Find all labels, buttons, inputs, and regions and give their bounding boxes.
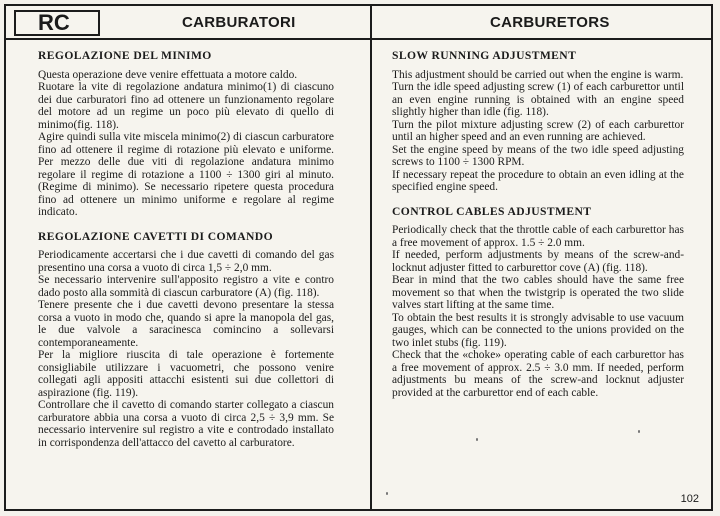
paragraph: Controllare che il cavetto di comando starter collegato a ciascun carburatore abbia una corsa a vuoto di circa 2,5 ÷ 3,9 mm. Se necessario intervenire sul registro a vite e controdado installato in corrispondenza dell'attacco del cavetto al carburatore.	[38, 399, 334, 449]
paragraph: Turn the idle speed adjusting screw (1) of each carburettor until an even engine running is obtained with an engine speed slightly higher than idle (fig. 118).	[392, 81, 684, 118]
right-page-title: CARBURETORS	[490, 14, 610, 31]
paragraph: Turn the pilot mixture adjusting screw (2) of each carburettor until an higher speed and an even running are achieved.	[392, 118, 684, 143]
print-speck	[386, 492, 388, 495]
header-rule	[6, 38, 711, 40]
paragraph: Questa operazione deve venire effettuata a motore caldo.	[38, 68, 298, 81]
paragraph: If needed, perform adjustments by means of the screw-and-locknut adjuster fitted to carburettor cove (A) (fig. 118).	[392, 249, 684, 274]
paragraph: Check that the «choke» operating cable of each carburettor has a free movement of approx. 2.5 ÷ 3.0 mm. If needed, perform adjustments bu means of the screw-and locknut adjuster provided at the carburettor end of each cable.	[392, 349, 684, 399]
section-heading: REGOLAZIONE CAVETTI DI COMANDO	[38, 229, 273, 243]
section-code-box: RC	[14, 10, 100, 36]
paragraph: Per la migliore riuscita di tale operazione è fortemente consigliabile utilizzare i vacuometri, che possono venire collegati agli appositi attacchi esistenti sui due collettori di aspirazione (fig. 119).	[38, 349, 334, 399]
paragraph: Tenere presente che i due cavetti devono presentare la stessa corsa a vuoto in modo che, quando si apre la manopola del gas, le due valvole a saracinesca comincino a sollevarsi contemporaneamente.	[38, 299, 334, 349]
paragraph: To obtain the best results it is strongly advisable to use vacuum gauges, which can be connected to the unions provided on the two inlet stubs (fig. 119).	[392, 311, 684, 349]
paragraph: Periodicamente accertarsi che i due cavetti di comando del gas presentino una corsa a vuoto di circa 1,5 ÷ 2,0 mm.	[38, 249, 334, 274]
italian-column	[38, 50, 334, 449]
print-speck	[476, 438, 478, 441]
left-page-title: CARBURATORI	[182, 14, 296, 31]
manual-page	[4, 4, 713, 511]
column-divider	[370, 6, 372, 509]
paragraph: This adjustment should be carried out when the engine is warm.	[392, 68, 684, 81]
paragraph: Se necessario intervenire sull'apposito registro a vite e contro dado posto alla sommità di ciascun carburatore (A) (fig. 118).	[38, 274, 334, 299]
paragraph: Periodically check that the throttle cable of each carburettor has a free movement of approx. 1.5 ÷ 2.0 mm.	[392, 224, 684, 249]
paragraph: Agire quindi sulla vite miscela minimo(2) di ciascun carburatore fino ad ottenere il regime di rotazione più elevato e uniforme. Per mezzo delle due viti di regolazione andatura minimo regolare il regime di rotazione a 1100 ÷ 1300 giri al minuto. (Regime di minimo). Se necessario ripetere questa procedura fino ad ottenere un minimo uniforme e regolare al regime indicato.	[38, 131, 334, 218]
section-heading: SLOW RUNNING ADJUSTMENT	[392, 49, 577, 62]
english-column	[392, 50, 684, 399]
print-speck	[638, 430, 640, 433]
paragraph: Bear in mind that the two cables should have the same free movement so that when the twistgrip is operated the two slide valves start lifting at the same time.	[392, 274, 684, 311]
page-number: 102	[680, 493, 699, 505]
section-heading: REGOLAZIONE DEL MINIMO	[38, 49, 212, 62]
paragraph: Set the engine speed by means of the two idle speed adjusting screws to 1100 ÷ 1300 RPM.	[392, 143, 684, 168]
section-heading: CONTROL CABLES ADJUSTMENT	[392, 204, 592, 218]
paragraph: Ruotare la vite di regolazione andatura minimo(1) di ciascuno dei due carburatori fino ad ottenere un funzionamento regolare del motore ad un regime un poco più elevato di quello di minimo(fig. 118).	[38, 81, 334, 131]
paragraph: If necessary repeat the procedure to obtain an even idling at the specified engine speed.	[392, 168, 684, 193]
